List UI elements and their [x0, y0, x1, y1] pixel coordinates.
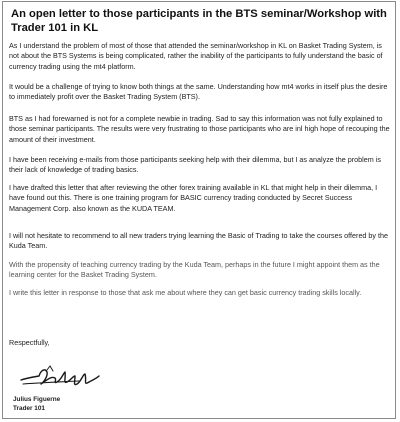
handwritten-signature	[17, 364, 103, 390]
paragraph-3: BTS as I had forewarned is not for a complete newbie in trading. Sad to say this information was not fully explained to those seminar participants. The results were very frustrating to those participants who are inl high hope of recouping the amount of their investment.	[9, 114, 390, 144]
paragraph-5: I have drafted this letter that after reviewing the other forex training available in KL that might help in their dilemma, I have found out this. There is one training program for BASIC currency trading conducted by Secret Success Management Corp. also known as the KUDA TEAM.	[9, 183, 378, 213]
closing-text: Respectfully,	[9, 338, 50, 347]
paragraph-6: I will not hesitate to recommend to all new traders trying learning the Basic of Trading to take the courses offered by the Kuda Team.	[9, 231, 389, 251]
paragraph-4: I have been receiving e-mails from those participants seeking help with their dilemma, but I as analyze the problem is their lack of knowledge of trading basics.	[9, 155, 381, 175]
paragraph-7: With the propensity of teaching currency trading by the Kuda Team, perhaps in the future I might appoint them as the learning center for the Basket Trading System.	[9, 260, 380, 280]
paragraph-8: I write this letter in response to those that ask me about where they can get basic currency trading skills locally.	[9, 288, 362, 297]
letter-title: An open letter to those participants in the BTS seminar/Workshop with Trader 101 in KL	[11, 8, 387, 34]
signer-role: Trader 101	[13, 405, 45, 412]
signer-name: Julius Figuerne	[13, 396, 61, 403]
paragraph-1: As I understand the problem of most of those that attended the seminar/workshop in KL on Basket Trading System, is not about the BTS Systems is being complicated, rather the inability of the participants to fully understand the basic of currency trading using the mt4 platform.	[9, 41, 383, 71]
letter-page	[2, 1, 396, 419]
paragraph-2: It would be a challenge of trying to know both things at the same. Understanding how mt4 works in itself plus the desire to immediately profit over the Basket Trading System (BTS).	[9, 82, 388, 102]
